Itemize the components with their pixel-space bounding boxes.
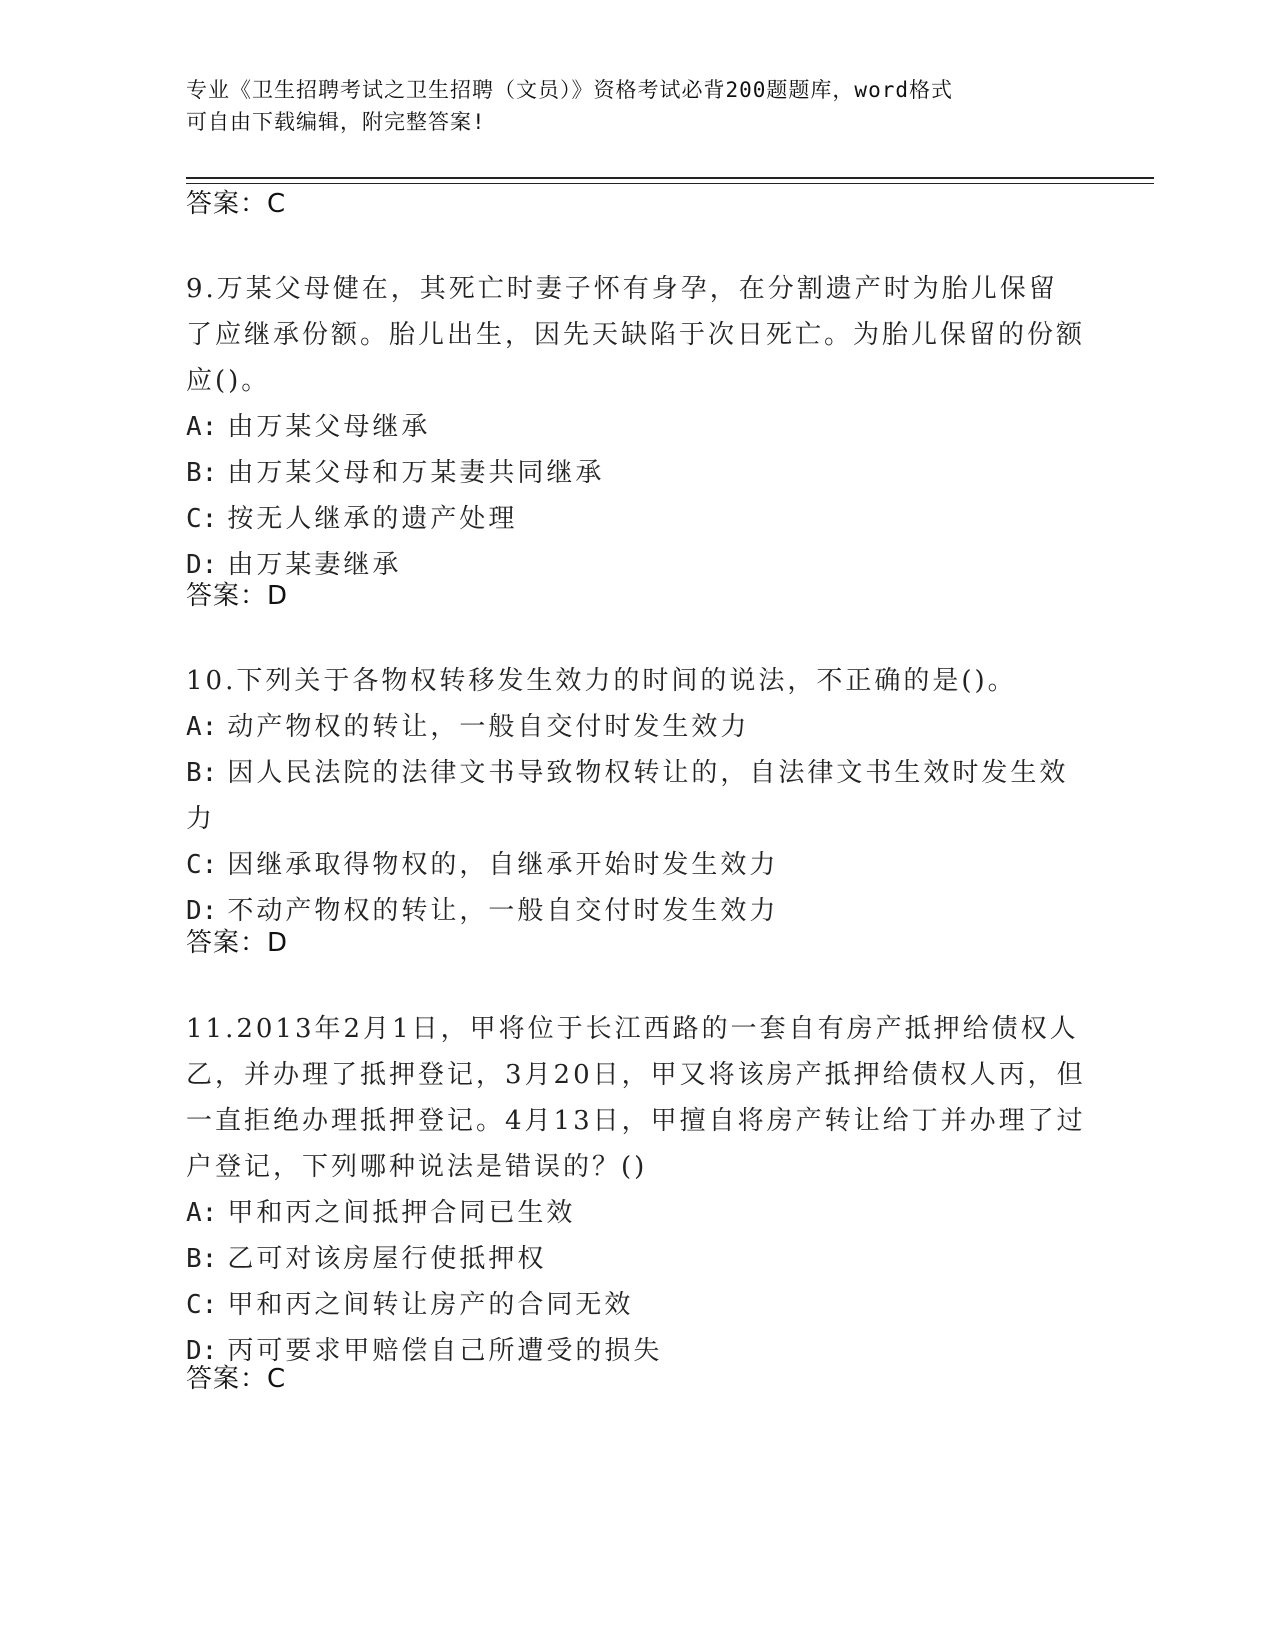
option-letter: B: — [186, 758, 218, 788]
option-b — [186, 1236, 1086, 1282]
option-text: 因继承取得物权的，自继承开始时发生效力 — [227, 850, 779, 880]
option-letter: B: — [186, 458, 218, 488]
option-text: 不动产物权的转让，一般自交付时发生效力 — [227, 896, 779, 926]
question-11 — [186, 1006, 1086, 1374]
option-b — [186, 750, 1086, 842]
option-d — [186, 542, 1086, 588]
option-letter: D: — [186, 1336, 218, 1366]
option-c — [186, 842, 1086, 888]
option-a — [186, 704, 1086, 750]
header-rule-thin — [186, 183, 1154, 184]
option-text: 按无人继承的遗产处理 — [227, 504, 518, 534]
option-letter: C: — [186, 850, 218, 880]
option-text: 乙可对该房屋行使抵押权 — [227, 1244, 547, 1274]
question-stem: 10.下列关于各物权转移发生效力的时间的说法，不正确的是()。 — [186, 666, 1017, 696]
option-text: 甲和丙之间转让房产的合同无效 — [227, 1290, 634, 1320]
option-a — [186, 404, 1086, 450]
option-b — [186, 450, 1086, 496]
question-stem: 11.2013年2月1日，甲将位于长江西路的一套自有房产抵押给债权人乙，并办理了抵押登记，3月20日，甲又将该房产抵押给债权人丙，但一直拒绝办理抵押登记。4月13日，甲擅自将房产转让给丁并办理了过户登记，下列哪种说法是错误的？() — [186, 1014, 1086, 1182]
option-text: 由万某妻继承 — [227, 550, 402, 580]
option-letter: D: — [186, 896, 218, 926]
option-letter: C: — [186, 1290, 218, 1320]
option-letter: A: — [186, 1198, 218, 1228]
option-letter: B: — [186, 1244, 218, 1274]
option-d — [186, 888, 1086, 934]
header-rule-thick — [186, 177, 1154, 179]
option-c — [186, 496, 1086, 542]
header-line-1: 专业《卫生招聘考试之卫生招聘（文员）》资格考试必背200题题库，word格式 — [186, 78, 953, 102]
option-text: 动产物权的转让，一般自交付时发生效力 — [227, 712, 750, 742]
question-9 — [186, 266, 1086, 588]
option-text: 因人民法院的法律文书导致物权转让的，自法律文书生效时发生效力 — [186, 758, 1069, 834]
option-letter: A: — [186, 412, 218, 442]
option-letter: C: — [186, 504, 218, 534]
option-text: 丙可要求甲赔偿自己所遭受的损失 — [227, 1336, 663, 1366]
page-header — [186, 74, 1066, 138]
answer-q10: 答案：D — [186, 928, 289, 958]
option-a — [186, 1190, 1086, 1236]
answer-q11: 答案：C — [186, 1364, 287, 1394]
answer-q9: 答案：D — [186, 581, 289, 611]
option-letter: D: — [186, 550, 218, 580]
question-10 — [186, 658, 1086, 934]
option-text: 甲和丙之间抵押合同已生效 — [227, 1198, 576, 1228]
option-text: 由万某父母和万某妻共同继承 — [227, 458, 605, 488]
option-text: 由万某父母继承 — [227, 412, 431, 442]
option-d — [186, 1328, 1086, 1374]
question-stem: 9.万某父母健在，其死亡时妻子怀有身孕，在分割遗产时为胎儿保留了应继承份额。胎儿出生，因先天缺陷于次日死亡。为胎儿保留的份额应()。 — [186, 274, 1086, 396]
answer-top: 答案：C — [186, 189, 287, 219]
option-c — [186, 1282, 1086, 1328]
option-letter: A: — [186, 712, 218, 742]
header-line-2: 可自由下载编辑，附完整答案! — [186, 110, 486, 134]
